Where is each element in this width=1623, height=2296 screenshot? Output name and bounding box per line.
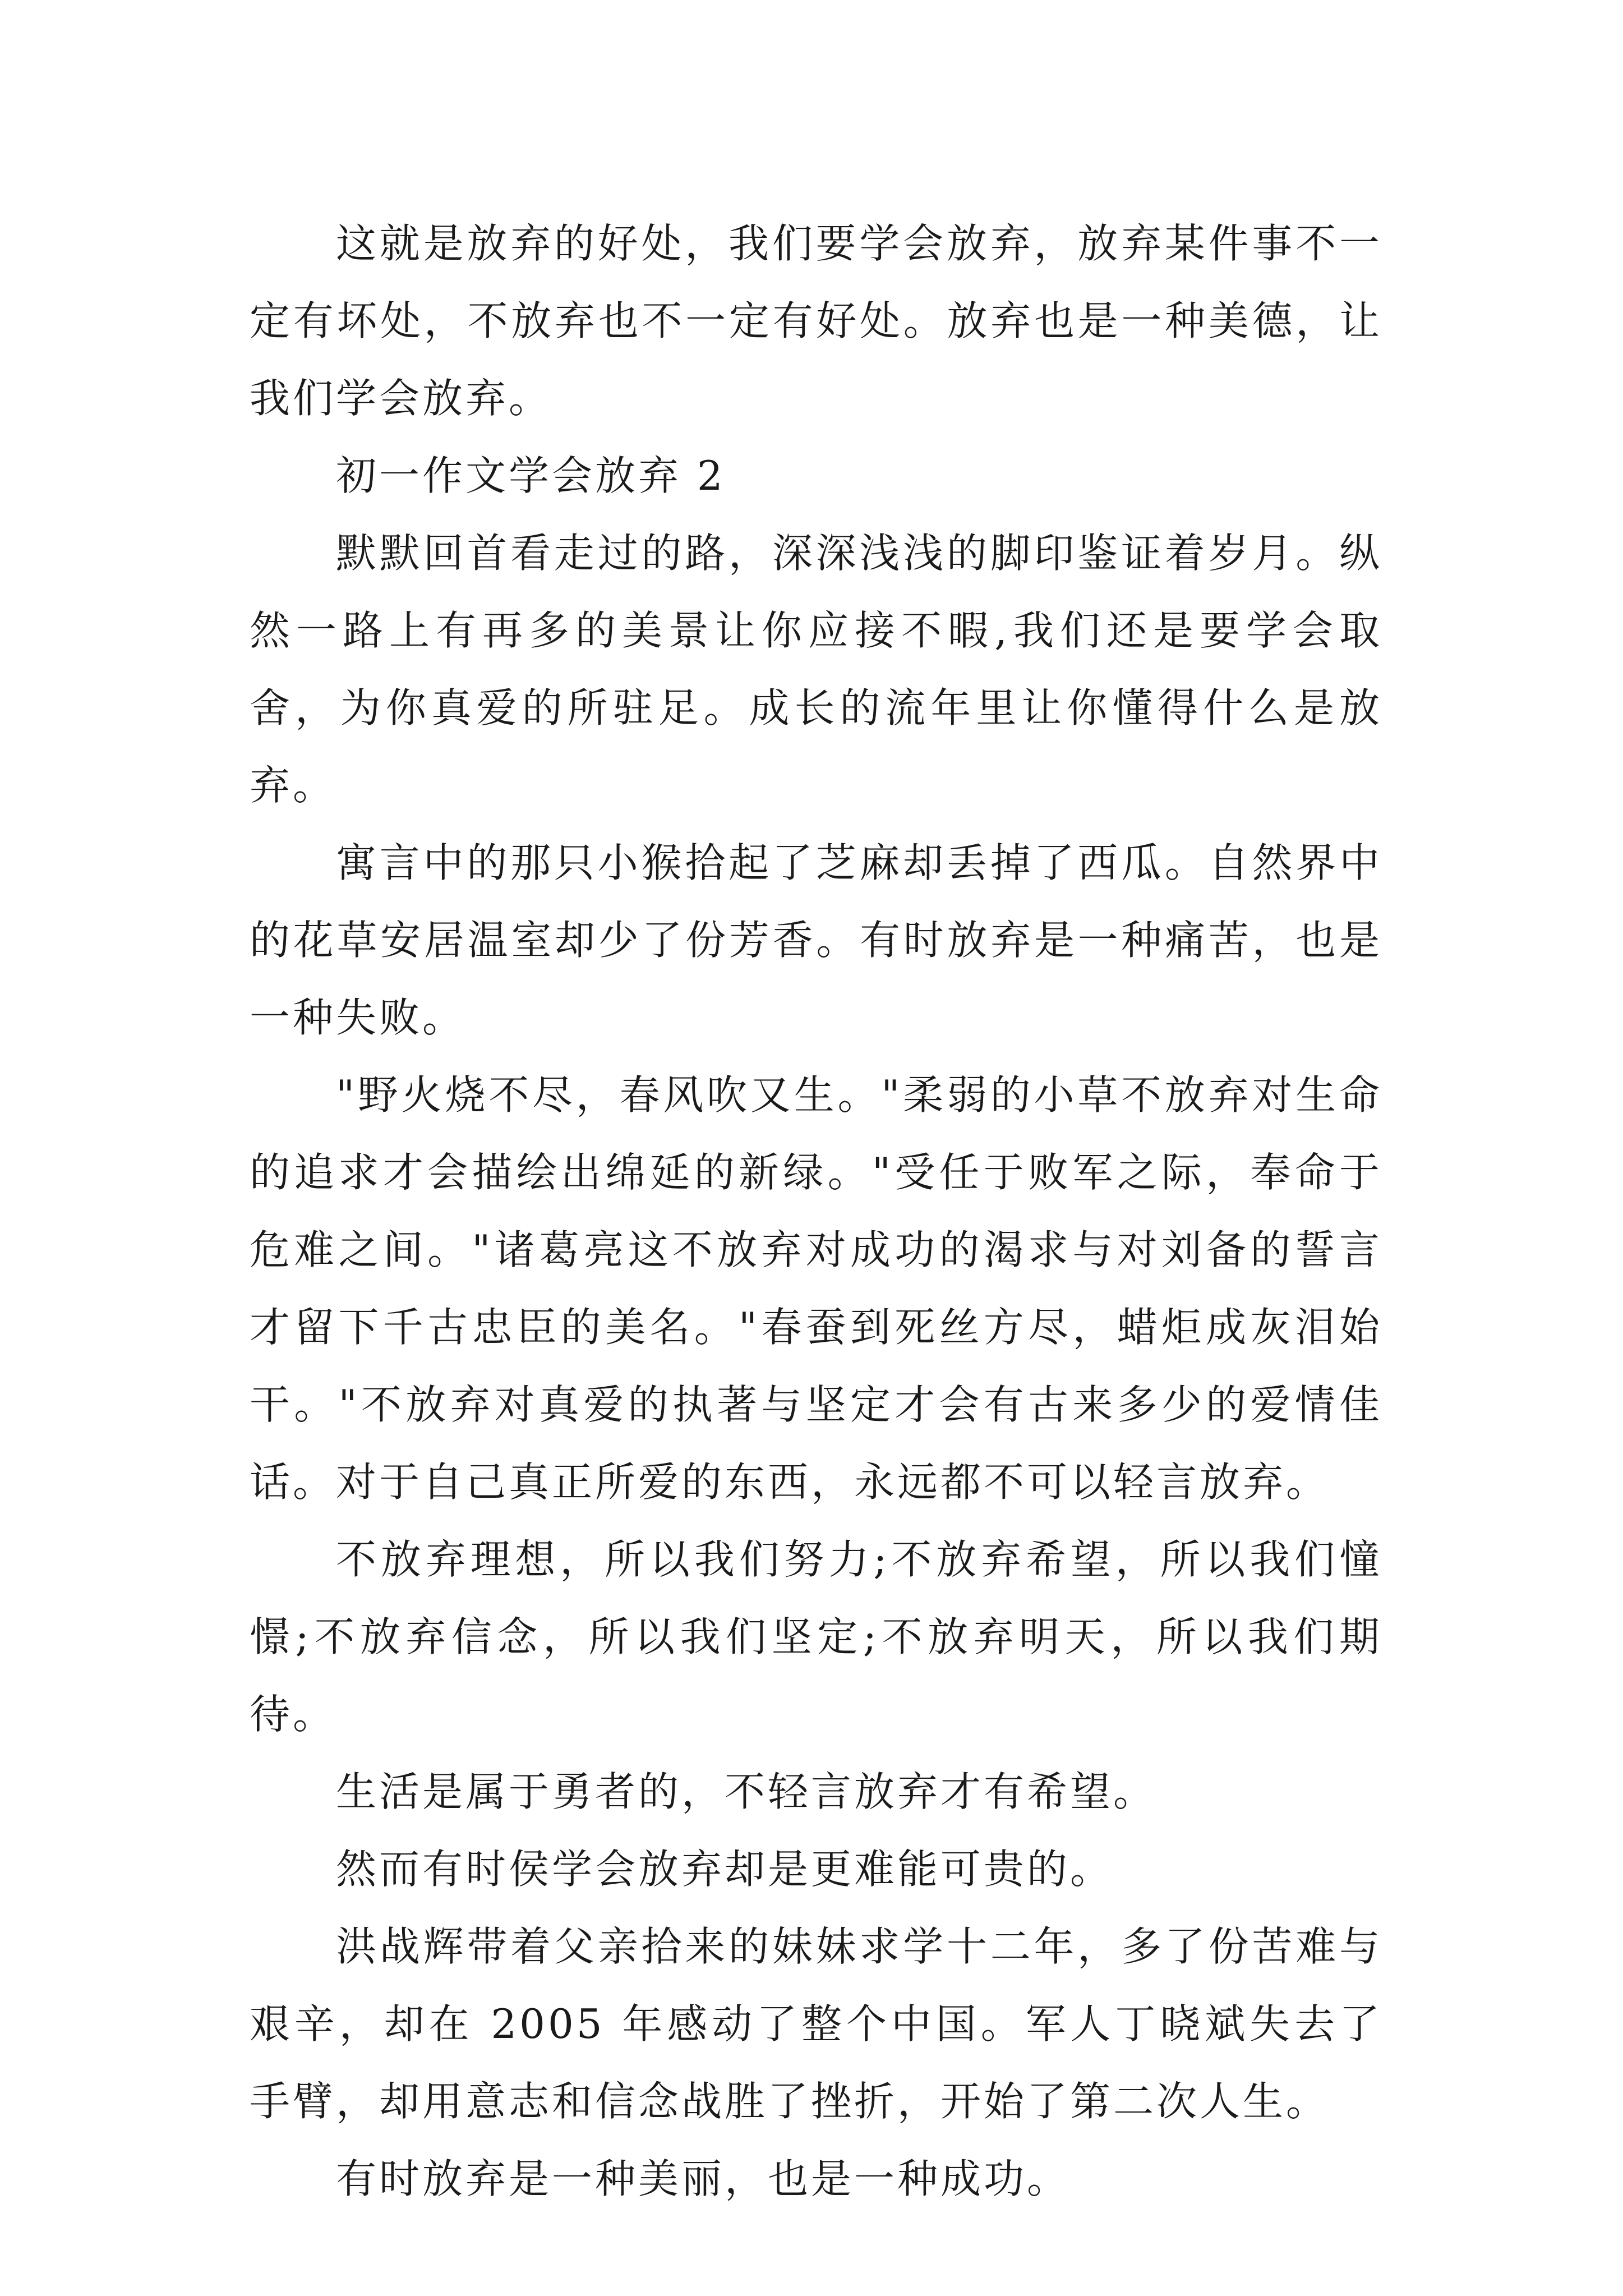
paragraph-4: "野火烧不尽，春风吹又生。"柔弱的小草不放弃对生命的追求才会描绘出绵延的新绿。"受任于败军之际，奉命于危难之间。"诸葛亮这不放弃对成功的渴求与对刘备的誓言才留下千古忠臣的美名。"春蚕到死丝方尽，蜡炬成灰泪始干。"不放弃对真爱的执著与坚定才会有古来多少的爱情佳话。对于自己真正所爱的东西，永远都不可以轻言放弃。 <box>250 1071 1382 1506</box>
paragraph-8: 洪战辉带着父亲拾来的妹妹求学十二年，多了份苦难与艰辛，却在 2005 年感动了整个中国。军人丁晓斌失去了手臂，却用意志和信念战胜了挫折，开始了第二次人生。 <box>250 1923 1382 2125</box>
paragraph-3: 寓言中的那只小猴拾起了芝麻却丢掉了西瓜。自然界中的花草安居温室却少了份芳香。有时放弃是一种痛苦，也是一种失败。 <box>250 839 1382 1041</box>
paragraph-7: 然而有时侯学会放弃却是更难能可贵的。 <box>336 1846 1114 1893</box>
paragraph-2: 默默回首看走过的路，深深浅浅的脚印鉴证着岁月。纵然一路上有再多的美景让你应接不暇,我们还是要学会取舍，为你真爱的所驻足。成长的流年里让你懂得什么是放弃。 <box>250 530 1382 809</box>
paragraph-5: 不放弃理想，所以我们努力;不放弃希望，所以我们憧憬;不放弃信念，所以我们坚定;不放弃明天，所以我们期待。 <box>250 1536 1382 1738</box>
paragraph-6: 生活是属于勇者的，不轻言放弃才有希望。 <box>336 1768 1157 1815</box>
paragraph-1: 这就是放弃的好处，我们要学会放弃，放弃某件事不一定有坏处，不放弃也不一定有好处。放弃也是一种美德，让我们学会放弃。 <box>250 220 1382 422</box>
document-body <box>250 205 1382 2217</box>
section-heading: 初一作文学会放弃 2 <box>336 452 726 499</box>
paragraph-9: 有时放弃是一种美丽，也是一种成功。 <box>336 2155 1071 2202</box>
